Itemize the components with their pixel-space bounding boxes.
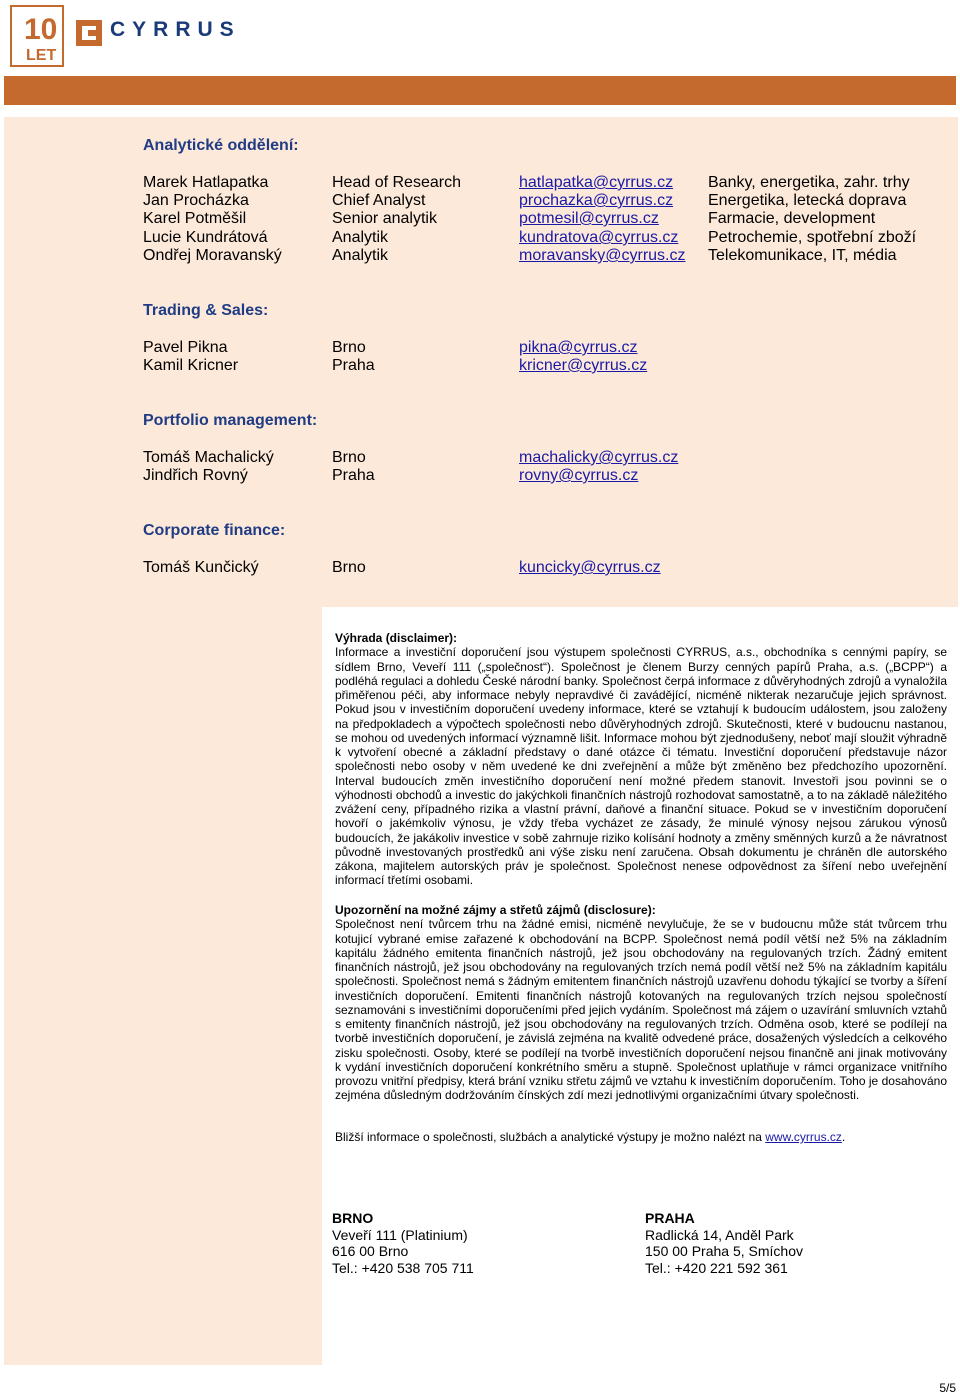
contact-city: Brno [332,339,366,356]
section-title-research: Analytické oddělení: [143,137,299,154]
anniversary-badge-logo [10,5,64,67]
contact-name: Ondřej Moravanský [143,247,282,264]
office-praha [645,1210,803,1276]
svg-text:10: 10 [24,13,58,46]
svg-text:LET: LET [26,47,57,64]
contact-role: Chief Analyst [332,192,426,209]
more-info-tail: . [841,1130,846,1144]
contact-email-link[interactable]: kuncicky@cyrrus.cz [519,559,661,576]
contact-role: Head of Research [332,174,461,191]
office-phone: Tel.: +420 538 705 711 [332,1259,474,1276]
office-zip: 150 00 Praha 5, Smíchov [645,1243,803,1259]
cyrrus-mark-icon [76,20,102,46]
contact-name: Karel Potměšil [143,210,247,227]
contact-name: Tomáš Machalický [143,449,274,466]
disclosure-block [335,903,947,1103]
contact-focus: Petrochemie, spotřební zboží [708,229,917,246]
contact-name: Tomáš Kunčický [143,559,259,576]
website-link[interactable]: www.cyrrus.cz [765,1130,842,1144]
contact-email-link[interactable]: prochazka@cyrrus.cz [519,192,674,209]
office-street: Radlická 14, Anděl Park [645,1226,794,1243]
more-info-line [335,1130,947,1144]
office-brno [332,1210,474,1276]
contact-role: Analytik [332,247,389,264]
contact-name: Jan Procházka [143,192,249,209]
contact-email-link[interactable]: machalicky@cyrrus.cz [519,449,679,466]
contact-focus: Banky, energetika, zahr. trhy [708,174,910,191]
more-info-text: Bližší informace o společnosti, službách a analytické výstupy je možno nalézt na [335,1130,762,1144]
disclaimer-block [335,631,947,888]
office-street: Veveří 111 (Platinium) [332,1226,468,1243]
contact-email-link[interactable]: rovny@cyrrus.cz [519,467,639,484]
disclosure-heading: Upozornění na možné zájmy a střetů zájmů (disclosure): [335,903,656,917]
contact-name: Pavel Pikna [143,339,228,356]
office-zip: 616 00 Brno [332,1243,409,1259]
contact-email-link[interactable]: kundratova@cyrrus.cz [519,229,679,246]
disclaimer-text: Informace a investiční doporučení jsou výstupem společnosti CYRRUS, a.s., obchodníka s cennými papíry, se sídlem Brno, Veveří 111 („společnost“). Společnost je členem Burzy cenných papírů Praha, a.s. („BCPP“) a podléhá regulaci a dohledu České národní banky. Společnost čerpá informace z důvěryhodných zdrojů a vynaložila přiměřenou péči, aby informace nebyly nepravdivé či zavádějící, nicméně nikterak nezaručuje jejich správnost. Pokud jsou v investičním doporučení uvedeny informace, které se vztahují k budoucím událostem, jsou založeny na předpokladech a výpočtech společnosti nebo důvěryhodných zdrojů. Skutečnosti, které v budoucnu nastanou, se mohou od uvedených informací významně lišit. Informace mohou být zjednodušeny, neboť mají sloužit výhradně k vytvoření obecné a základní představy o dané otázce či tématu. Investiční doporučení představuje názor společnosti nebo osoby v něm uvedené ke dni zveřejnění a může být změněno bez předchozího upozornění. Interval budoucích změn investičního doporučení není možné předem stanovit. Investoři jsou povinni se o výhodnosti obchodů a investic do jakýchkoli finančních nástrojů rozhodovat samostatně, a to na základě náležitého zvážení ceny, případného rizika a vlastní právní, daňové a finanční situace. Pokud se v investičním doporučení hovoří o jakémkoliv výnosu, je vždy třeba vycházet ze zásady, že minulé výnosy nejsou zárukou výnosů budoucích, že jakákoliv investice v sobě zahrnuje riziko kolísání hodnoty a změny směnných kurzů a že návratnost původně investovaných prostředků ani výše zisku není zaručena. Obsah dokumentu je chráněn dle autorského zákona, majitelem autorských práv je společnost. Společnost nenese odpovědnost za šíření nebo uveřejnění informací třetími osobami. [335,645,947,888]
office-city: BRNO [332,1210,374,1226]
contact-focus: Farmacie, development [708,210,876,227]
section-title-corporate: Corporate finance: [143,522,286,539]
section-title-portfolio: Portfolio management: [143,412,318,429]
disclaimer-heading: Výhrada (disclaimer): [335,631,458,645]
page-number: 5/5 [939,1381,956,1395]
contact-city: Brno [332,559,366,576]
disclosure-text: Společnost není tvůrcem trhu na žádné emisi, nicméně nevylučuje, že se v budoucnu může stát tvůrcem trhu kotujicí vybrané emise zařazené k obchodování na BCPP. Společnost nemá podíl větší než 5% na základním kapitálu žádného emitenta finančních nástrojů, jež jsou obchodovány na regulovaných trzích. Žádný emitent finančních nástrojů, jež jsou obchodovány na regulovaných trzích nemá podíl větší než 5% na základním kapitálu společnosti. Společnost nemá s žádným emitentem finančních nástrojů uzavřenu dohodu týkající se tvorby a šíření investičních doporučení. Emitenti finančních nástrojů kotovaných na regulovaných trzích nejsou společností seznamováni s investičními doporučeními před jejich vydáním. Společnost má zájem o uzavírání smluvních vztahů s emitenty finančních nástrojů, jež jsou obchodovány na regulovaných trzích. Odměna osob, které se podílejí na tvorbě investičních doporučení, je závislá zejména na kvalitě odvedené práce, dosažených výsledcích a celkového zisku společnosti. Osoby, které se podílejí na tvorbě investičních doporučení nejsou finančně ani jinak motivovány k vydání investičních doporučení konkrétního směru a stupně. Společnost uplatňuje v rámci organizace vnitřního provozu vnitřní předpisy, která brání vzniku střetu zájmů ve vztahu k investičním doporučením. Toho je dosahováno zejména důsledným dodržováním čínských zdí mezi jednotlivými organizačními útvary společnosti. [335,917,947,1103]
contact-focus: Telekomunikace, IT, média [708,247,897,264]
header-bar [4,76,956,105]
section-title-trading: Trading & Sales: [143,302,269,319]
contact-name: Kamil Kricner [143,357,239,374]
contact-email-link[interactable]: kricner@cyrrus.cz [519,357,648,374]
contact-name: Marek Hatlapatka [143,174,269,191]
office-city: PRAHA [645,1210,695,1226]
office-phone: Tel.: +420 221 592 361 [645,1259,788,1276]
contact-city: Brno [332,449,366,466]
contact-name: Jindřich Rovný [143,467,248,484]
contact-role: Analytik [332,229,389,246]
contact-name: Lucie Kundrátová [143,229,268,246]
contact-city: Praha [332,467,375,484]
brand-name: CYRRUS [110,18,241,41]
contact-city: Praha [332,357,375,374]
contact-email-link[interactable]: hatlapatka@cyrrus.cz [519,174,674,191]
contact-email-link[interactable]: moravansky@cyrrus.cz [519,247,686,264]
contact-role: Senior analytik [332,210,437,227]
contact-email-link[interactable]: pikna@cyrrus.cz [519,339,638,356]
contact-focus: Energetika, letecká doprava [708,192,907,209]
contact-email-link[interactable]: potmesil@cyrrus.cz [519,210,659,227]
